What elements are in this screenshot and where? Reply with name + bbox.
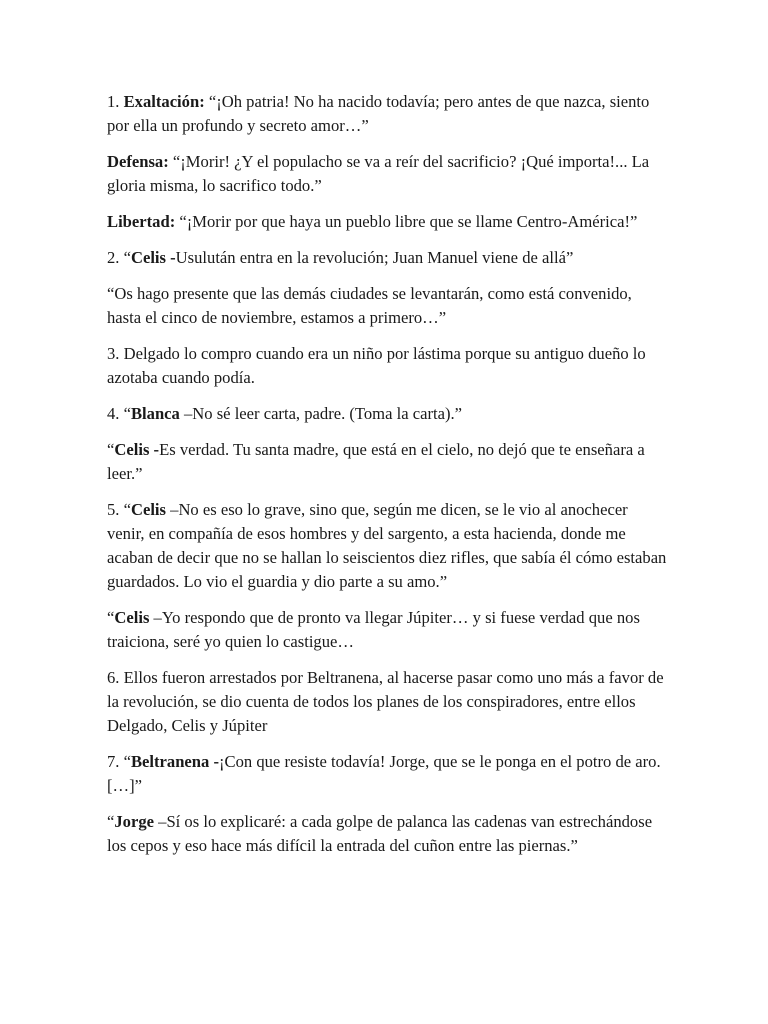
para-text: –Sí os lo explicaré: a cada golpe de palanca las cadenas van estrechándose los cepos y eso hace más difícil la entrada del cuñon entre las piernas.” xyxy=(107,812,653,855)
paragraph-5-celis-reply xyxy=(107,606,667,654)
para-prefix: 4. “ xyxy=(107,404,131,423)
paragraph-4-blanca xyxy=(107,402,667,426)
para-text: “Os hago presente que las demás ciudades se levantarán, como está convenido, hasta el cinco de noviembre, estamos a primero…” xyxy=(107,284,632,327)
para-prefix: “ xyxy=(107,440,115,459)
paragraph-3 xyxy=(107,342,667,390)
paragraph-exaltacion xyxy=(107,90,667,138)
document-body xyxy=(107,90,667,870)
paragraph-5-celis xyxy=(107,498,667,594)
speaker-label: Celis xyxy=(114,608,150,627)
para-prefix: 6. xyxy=(107,668,124,687)
para-text: “¡Morir por que haya un pueblo libre que se llame Centro-América!” xyxy=(175,212,638,231)
para-text: –Yo respondo que de pronto va llegar Júpiter… y si fuese verdad que nos traiciona, seré yo quien lo castigue… xyxy=(107,608,640,651)
paragraph-4-celis xyxy=(107,438,667,486)
para-prefix: 5. “ xyxy=(107,500,131,519)
paragraph-6 xyxy=(107,666,667,738)
speaker-label: Libertad: xyxy=(107,212,176,231)
para-text: Ellos fueron arrestados por Beltranena, al hacerse pasar como uno más a favor de la revolución, se dio cuenta de todos los planes de los conspiradores, entre ellos Delgado, Celis y Júpiter xyxy=(107,668,664,735)
para-text: “¡Oh patria! No ha nacido todavía; pero antes de que nazca, siento por ella un profundo y secreto amor…” xyxy=(107,92,650,135)
para-prefix: 3. xyxy=(107,344,124,363)
speaker-label: Defensa: xyxy=(107,152,169,171)
paragraph-2-celis xyxy=(107,246,667,270)
para-text: Usulután entra en la revolución; Juan Manuel viene de allá” xyxy=(175,248,574,267)
para-prefix: “ xyxy=(107,608,115,627)
para-text: Es verdad. Tu santa madre, que está en el cielo, no dejó que te enseñara a leer.” xyxy=(107,440,645,483)
speaker-label: Beltranena - xyxy=(130,752,219,771)
para-prefix: 7. “ xyxy=(107,752,131,771)
speaker-label: Exaltación: xyxy=(123,92,205,111)
speaker-label: Celis - xyxy=(130,248,176,267)
para-text: “¡Morir! ¿Y el populacho se va a reír del sacrificio? ¡Qué importa!... La gloria misma, lo sacrifico todo.” xyxy=(107,152,650,195)
para-text: ¡Con que resiste todavía! Jorge, que se le ponga en el potro de aro. […]” xyxy=(107,752,661,795)
para-prefix: 1. xyxy=(107,92,124,111)
speaker-label: Jorge xyxy=(114,812,154,831)
speaker-label: Celis xyxy=(130,500,166,519)
para-text: –No sé leer carta, padre. (Toma la carta).” xyxy=(179,404,462,423)
speaker-label: Celis - xyxy=(114,440,160,459)
paragraph-defensa xyxy=(107,150,667,198)
paragraph-2-quote xyxy=(107,282,667,330)
paragraph-7-jorge xyxy=(107,810,667,858)
paragraph-libertad xyxy=(107,210,667,234)
speaker-label: Blanca xyxy=(130,404,180,423)
paragraph-7-beltranena xyxy=(107,750,667,798)
para-prefix: 2. “ xyxy=(107,248,131,267)
para-prefix: “ xyxy=(107,812,115,831)
para-text: Delgado lo compro cuando era un niño por lástima porque su antiguo dueño lo azotaba cuando podía. xyxy=(107,344,646,387)
para-text: –No es eso lo grave, sino que, según me dicen, se le vio al anochecer venir, en compañía de esos hombres y del sargento, a esta hacienda, donde me acaban de decir que no se hallan lo seiscientos diez rifles, que sabía él cómo estaban guardados. Lo vio el guardia y dio parte a su amo.” xyxy=(107,500,667,591)
